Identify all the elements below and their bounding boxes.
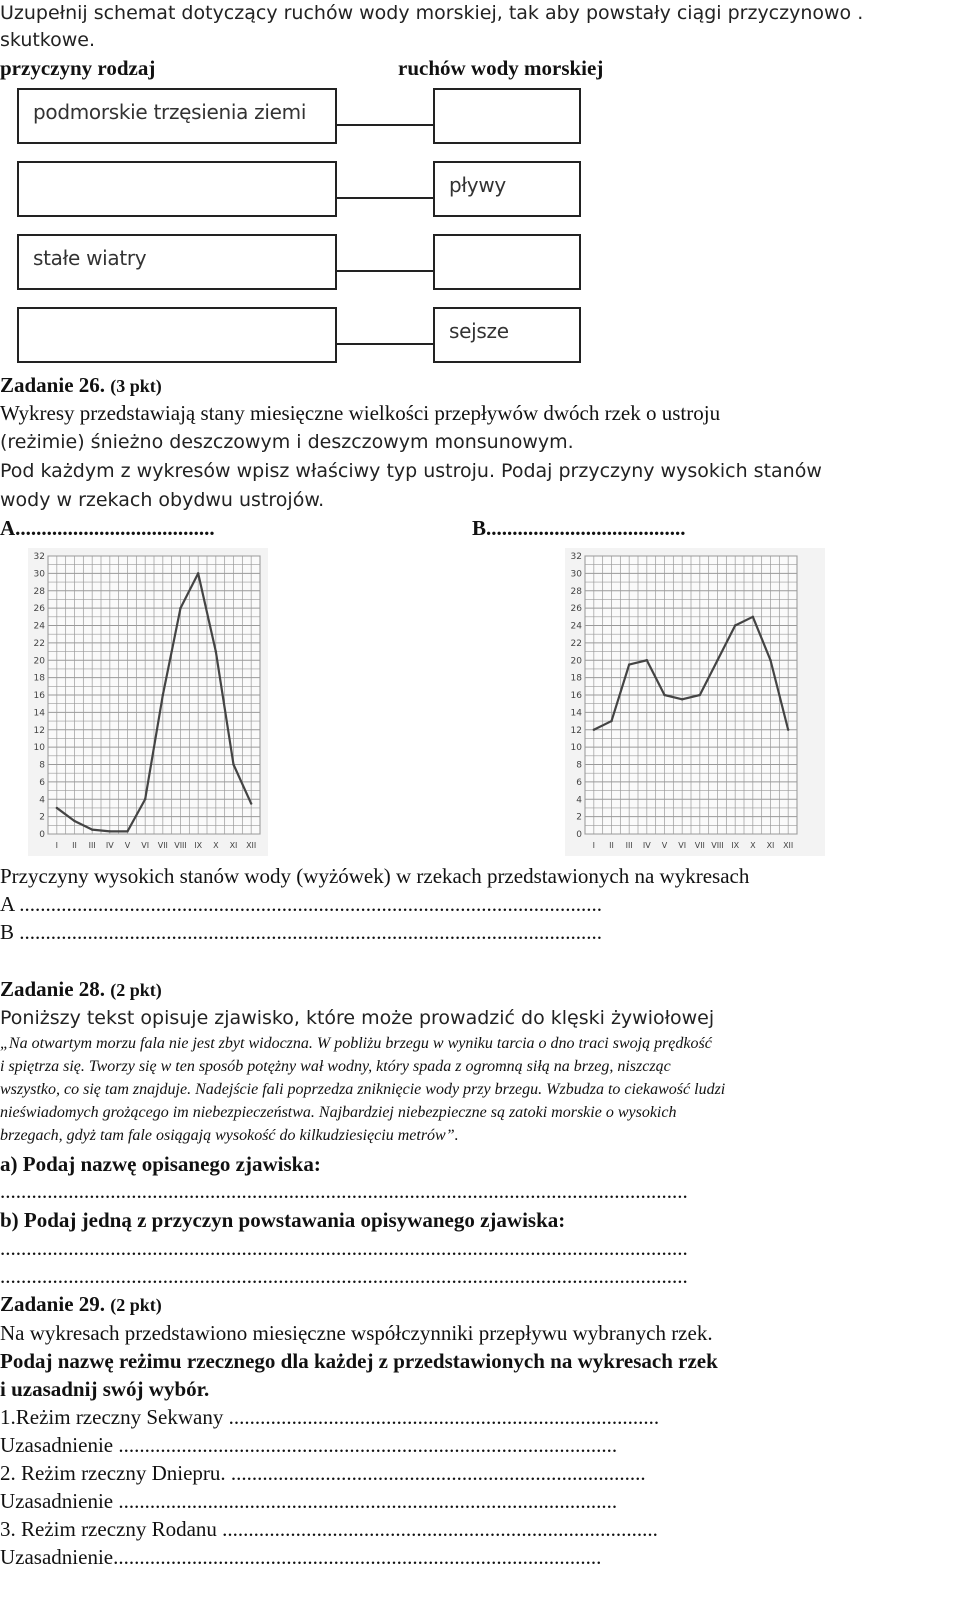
chart-b-data-point bbox=[628, 663, 630, 665]
chart-a-ytick: 30 bbox=[33, 569, 45, 580]
z28-quote-3: wszystko, co się tam znajduje. Nadejście fali poprzedza zniknięcie wody przy brzegu. Wzbudza to ciekawość ludzi bbox=[0, 1081, 726, 1098]
chart-b-ytick: 4 bbox=[576, 795, 582, 806]
z29-regime-3[interactable]: 3. Reżim rzeczny Rodanu ................................................................................... bbox=[0, 1517, 658, 1541]
intro-line-1: Uzupełnij schemat dotyczący ruchów wody morskiej, tak aby powstały ciągi przyczynowo . bbox=[0, 2, 864, 24]
movement-box-3[interactable] bbox=[433, 234, 581, 290]
z28-heading bbox=[0, 976, 162, 1003]
chart-b-data-point bbox=[699, 694, 701, 696]
z26-title: Zadanie 26. bbox=[0, 373, 106, 397]
chart-a-xtick: X bbox=[213, 841, 219, 850]
z26-line-4: wody w rzekach obydwu ustrojów. bbox=[0, 489, 325, 511]
chart-b-data-point bbox=[716, 659, 718, 661]
chart-a-xtick: VI bbox=[141, 841, 150, 850]
chart-a-data-point bbox=[109, 830, 111, 832]
chart-a-ytick: 6 bbox=[39, 777, 45, 788]
chart-a-ytick: 14 bbox=[33, 708, 45, 719]
chart-a-xtick: XI bbox=[229, 841, 238, 850]
z29-justification-1[interactable]: Uzasadnienie ............................................................................................... bbox=[0, 1433, 618, 1457]
chart-b-xtick: VII bbox=[694, 841, 705, 850]
z28-answer-a[interactable]: ................................................................................................................................... bbox=[0, 1179, 688, 1203]
chart-b-ytick: 14 bbox=[570, 708, 582, 719]
chart-a-ytick: 8 bbox=[39, 760, 45, 771]
chart-a-ytick: 0 bbox=[39, 830, 45, 840]
chart-b-xtick: II bbox=[609, 841, 614, 850]
chart-a-ytick: 24 bbox=[33, 621, 45, 632]
chart-a-ytick: 2 bbox=[39, 812, 45, 823]
z29-justification-2[interactable]: Uzasadnienie ............................................................................................... bbox=[0, 1489, 618, 1513]
z29-line-3: i uzasadnij swój wybór. bbox=[0, 1377, 210, 1401]
chart-b-xtick: IX bbox=[731, 841, 740, 850]
chart-a-data-point bbox=[126, 830, 128, 832]
z29-points: (2 pkt) bbox=[110, 1295, 162, 1315]
chart-b-ytick: 0 bbox=[576, 830, 582, 840]
chart-b-data-point bbox=[734, 624, 736, 626]
cause-box-4[interactable] bbox=[17, 307, 337, 363]
z28-answer-b-1[interactable]: ................................................................................................................................... bbox=[0, 1236, 688, 1260]
z28-question-a: a) Podaj nazwę opisanego zjawiska: bbox=[0, 1152, 321, 1176]
chart-a-xtick: IX bbox=[194, 841, 203, 850]
chart-a-data-point bbox=[179, 607, 181, 609]
movement-box-4-label: sejsze bbox=[449, 319, 509, 343]
z28-question-b: b) Podaj jedną z przyczyn powstawania opisywanego zjawiska: bbox=[0, 1208, 566, 1232]
chart-a-ytick: 20 bbox=[33, 656, 45, 667]
chart-a-xtick: I bbox=[55, 841, 59, 850]
chart-b-ytick: 22 bbox=[570, 638, 582, 649]
chart-b-data-point bbox=[787, 729, 789, 731]
chart-a-data-point bbox=[250, 802, 252, 804]
chart-a-data-point bbox=[144, 798, 146, 800]
chart-a-ytick: 12 bbox=[33, 725, 45, 736]
chart-b-ytick: 24 bbox=[570, 621, 582, 632]
chart-b-ytick: 30 bbox=[570, 569, 582, 580]
chart-b-xtick: XII bbox=[783, 841, 794, 850]
cause-box-3-label: stałe wiatry bbox=[33, 246, 147, 270]
cause-box-1-label: podmorskie trzęsienia ziemi bbox=[33, 100, 307, 124]
chart-b-xtick: XI bbox=[766, 841, 775, 850]
chart-a-xtick: II bbox=[72, 841, 77, 850]
chart-b-ytick: 28 bbox=[570, 586, 582, 597]
chart-b-xtick: VIII bbox=[711, 841, 724, 850]
chart-b-data-point bbox=[752, 616, 754, 618]
z26-points: (3 pkt) bbox=[110, 376, 162, 396]
movement-box-2[interactable] bbox=[433, 161, 581, 217]
chart-b-ytick: 32 bbox=[570, 552, 582, 562]
chart-b-data-point bbox=[646, 659, 648, 661]
chart-b-ytick: 12 bbox=[570, 725, 582, 736]
z28-answer-b-2[interactable]: ................................................................................................................................... bbox=[0, 1264, 688, 1288]
chart-b-data-point bbox=[681, 698, 683, 700]
chart-a-xtick: VIII bbox=[174, 841, 187, 850]
chart-b-ytick: 2 bbox=[576, 812, 582, 823]
chart-b-ytick: 26 bbox=[570, 604, 582, 615]
chart-b-ytick: 18 bbox=[570, 673, 582, 684]
z29-regime-2[interactable]: 2. Reżim rzeczny Dniepru. ............................................................................... bbox=[0, 1461, 646, 1485]
chart-a-ytick: 10 bbox=[33, 743, 45, 754]
cause-box-2[interactable] bbox=[17, 161, 337, 217]
chart-a-ytick: 16 bbox=[33, 691, 45, 701]
chart-b-xtick: III bbox=[625, 841, 633, 850]
chart-a-data-point bbox=[56, 807, 58, 809]
chart-a-ytick: 26 bbox=[33, 604, 45, 615]
chart-b-ytick: 6 bbox=[576, 777, 582, 788]
chart-a-ytick: 28 bbox=[33, 586, 45, 597]
chart-b-ytick: 16 bbox=[570, 691, 582, 701]
z28-points: (2 pkt) bbox=[110, 980, 162, 1000]
cause-box-1[interactable] bbox=[17, 88, 337, 144]
chart-b-xtick: I bbox=[592, 841, 596, 850]
chart-b-xtick: X bbox=[750, 841, 756, 850]
movement-box-4[interactable] bbox=[433, 307, 581, 363]
chart-a-data-point bbox=[197, 572, 199, 574]
z29-line-2: Podaj nazwę reżimu rzecznego dla każdej z przedstawionych na wykresach rzek bbox=[0, 1349, 718, 1373]
z26-answer-a[interactable]: A...................................... bbox=[0, 516, 215, 540]
cause-box-3[interactable] bbox=[17, 234, 337, 290]
z26-heading bbox=[0, 372, 162, 399]
chart-a-ytick: 32 bbox=[33, 552, 45, 562]
z29-title: Zadanie 29. bbox=[0, 1292, 106, 1316]
chart-b-data-point bbox=[610, 720, 612, 722]
chart-a-data-point bbox=[91, 828, 93, 830]
chart-b-xtick: VI bbox=[678, 841, 687, 850]
chart-b-xtick: IV bbox=[642, 841, 651, 850]
causes-line: Przyczyny wysokich stanów wody (wyżówek) w rzekach przedstawionych na wykresach bbox=[0, 864, 750, 888]
chart-b-data-point bbox=[593, 729, 595, 731]
connector-line-2 bbox=[337, 197, 433, 199]
chart-a bbox=[28, 548, 268, 856]
chart-b-ytick: 10 bbox=[570, 743, 582, 754]
chart-b bbox=[565, 548, 825, 856]
z26-line-2: (reżimie) śnieżno deszczowym i deszczowym monsunowym. bbox=[0, 431, 574, 453]
chart-a-data-point bbox=[215, 650, 217, 652]
chart-b-xtick: V bbox=[661, 841, 668, 850]
schema-header-right: ruchów wody morskiej bbox=[398, 56, 604, 80]
chart-b-data-point bbox=[769, 659, 771, 661]
schema-header-left: przyczyny rodzaj bbox=[0, 56, 156, 80]
z26-answer-b[interactable]: B...................................... bbox=[472, 516, 686, 540]
chart-a-xtick: V bbox=[124, 841, 131, 850]
connector-line-4 bbox=[337, 343, 433, 345]
z29-heading bbox=[0, 1291, 162, 1318]
chart-a-data-point bbox=[162, 694, 164, 696]
z29-line-1: Na wykresach przedstawiono miesięczne współczynniki przepływu wybranych rzek. bbox=[0, 1321, 713, 1345]
causes-answer-b[interactable]: B ............................................................................................................... bbox=[0, 920, 603, 944]
chart-a-data-point bbox=[232, 763, 234, 765]
chart-b-ytick: 8 bbox=[576, 760, 582, 771]
z28-quote-1: „Na otwartym morzu fala nie jest zbyt widoczna. W pobliżu brzegu w wyniku tarcia o dno traci swoją prędkość bbox=[0, 1035, 712, 1052]
z28-quote-5: brzegach, gdyż tam fale osiągają wysokość do kilkudziesięciu metrów”. bbox=[0, 1127, 459, 1144]
chart-a-ytick: 18 bbox=[33, 673, 45, 684]
chart-a-xtick: VII bbox=[157, 841, 168, 850]
connector-line-1 bbox=[337, 124, 433, 126]
z26-line-1: Wykresy przedstawiają stany miesięczne wielkości przepływów dwóch rzek o ustroju bbox=[0, 401, 721, 425]
causes-answer-a[interactable]: A ............................................................................................................... bbox=[0, 892, 603, 916]
intro-line-2: skutkowe. bbox=[0, 29, 96, 51]
chart-a-data-point bbox=[73, 820, 75, 822]
chart-a-xtick: XII bbox=[246, 841, 257, 850]
movement-box-1[interactable] bbox=[433, 88, 581, 144]
chart-a-xtick: III bbox=[88, 841, 96, 850]
z28-title: Zadanie 28. bbox=[0, 977, 106, 1001]
z28-quote-4: nieświadomych grożącego im niebezpieczeństwa. Najbardziej niebezpieczne są zatoki morskie o wysokich bbox=[0, 1104, 677, 1121]
chart-b-data-point bbox=[663, 694, 665, 696]
movement-box-2-label: pływy bbox=[449, 173, 506, 197]
chart-a-xtick: IV bbox=[105, 841, 114, 850]
chart-a-ytick: 4 bbox=[39, 795, 45, 806]
z26-line-3: Pod każdym z wykresów wpisz właściwy typ ustroju. Podaj przyczyny wysokich stanów bbox=[0, 460, 822, 482]
z28-quote-2: i spiętrza się. Tworzy się w ten sposób potężny wał wodny, który spada z ogromną siłą na brzeg, niszcząc bbox=[0, 1058, 671, 1075]
z29-regime-1[interactable]: 1.Reżim rzeczny Sekwany .................................................................................. bbox=[0, 1405, 660, 1429]
z29-justification-3[interactable]: Uzasadnienie............................................................................................. bbox=[0, 1545, 602, 1569]
z28-line-1: Poniższy tekst opisuje zjawisko, które może prowadzić do klęski żywiołowej bbox=[0, 1007, 715, 1029]
chart-b-ytick: 20 bbox=[570, 656, 582, 667]
connector-line-3 bbox=[337, 270, 433, 272]
chart-a-ytick: 22 bbox=[33, 638, 45, 649]
